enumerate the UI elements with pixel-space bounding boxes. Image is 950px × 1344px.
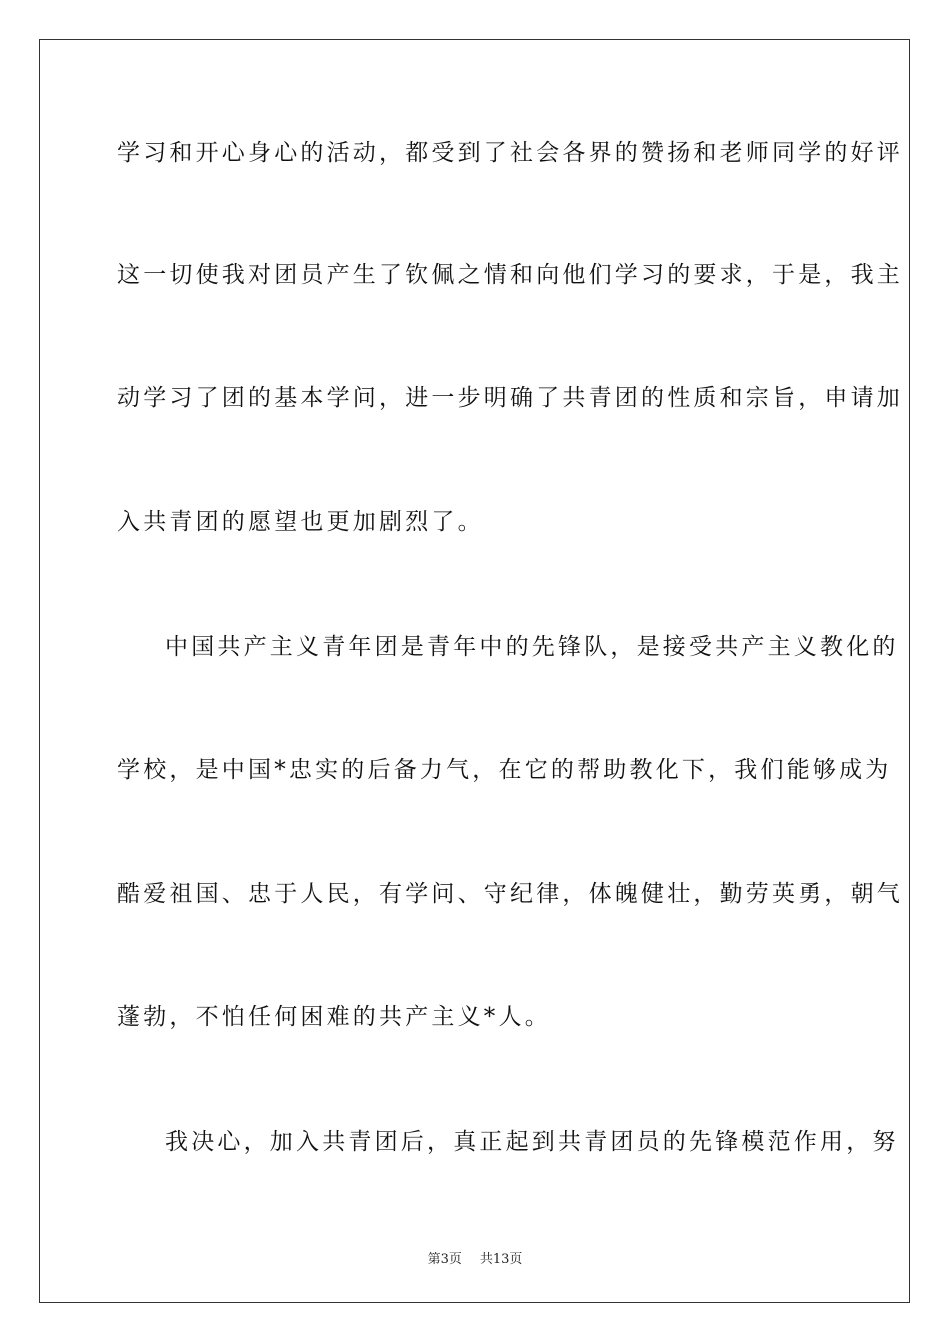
text-line: 蓬勃，不怕任何困难的共产主义*人。 — [117, 1004, 551, 1030]
text-line: 这一切使我对团员产生了钦佩之情和向他们学习的要求，于是，我主 — [117, 262, 903, 288]
paragraph-start-line: 中国共产主义青年团是青年中的先锋队，是接受共产主义教化的 — [165, 634, 899, 660]
page-total: 共13页 — [479, 1252, 523, 1267]
text-line: 动学习了团的基本学问，进一步明确了共青团的性质和宗旨，申请加 — [117, 385, 903, 411]
text-line: 酷爱祖国、忠于人民，有学问、守纪律，体魄健壮，勤劳英勇，朝气 — [117, 881, 903, 907]
paragraph-start-line: 我决心，加入共青团后，真正起到共青团员的先锋模范作用，努 — [165, 1129, 899, 1155]
page-number: 第3页 — [427, 1252, 462, 1267]
text-line: 学校，是中国*忠实的后备力气，在它的帮助教化下，我们能够成为 — [117, 757, 892, 783]
text-line: 入共青团的愿望也更加剧烈了。 — [117, 509, 484, 535]
page-frame — [39, 39, 910, 1303]
text-line: 学习和开心身心的活动，都受到了社会各界的赞扬和老师同学的好评 — [117, 140, 903, 166]
page-footer — [0, 1248, 950, 1267]
